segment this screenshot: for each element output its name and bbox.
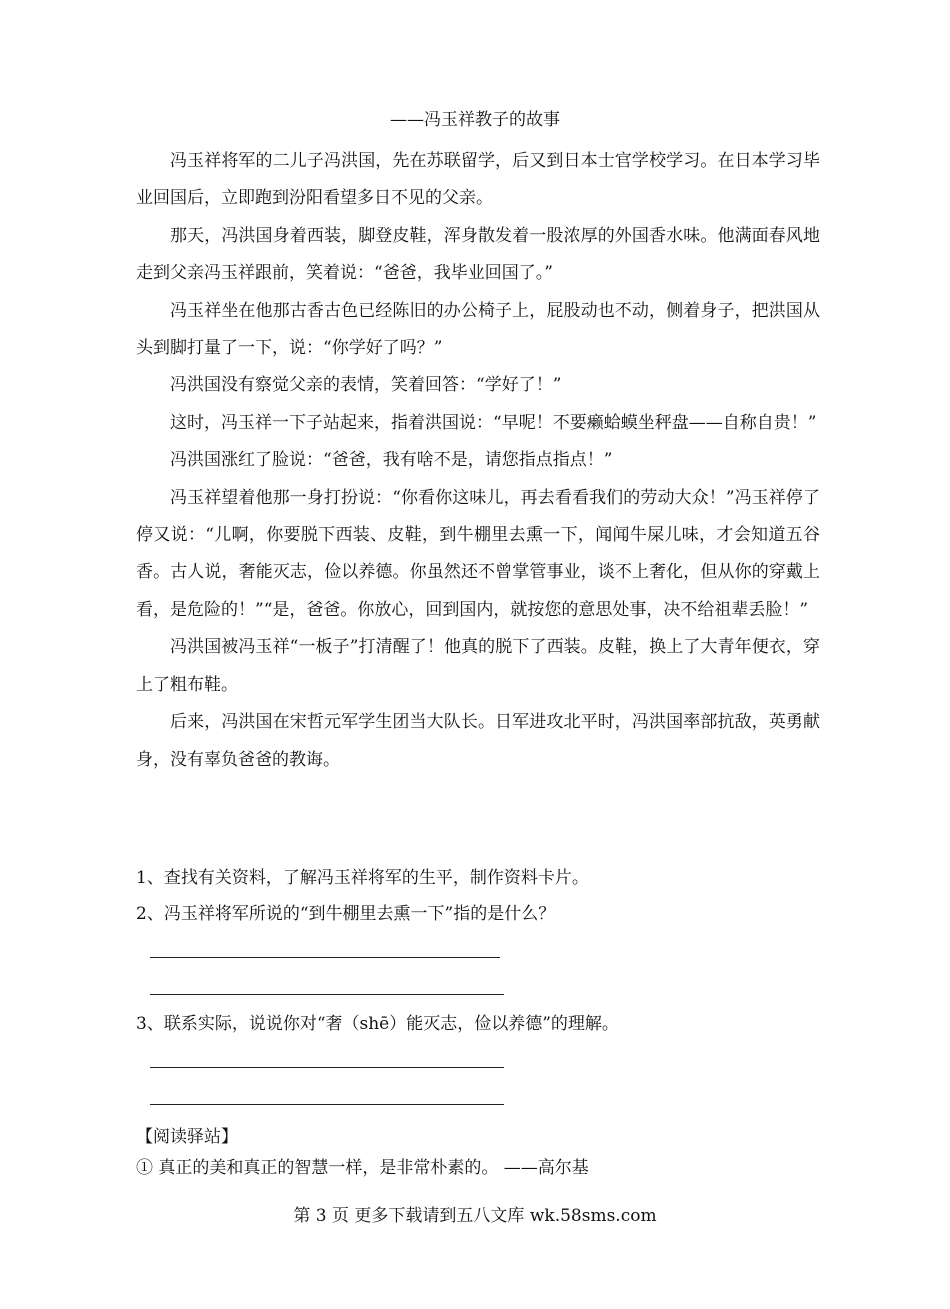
story-paragraph: 冯玉祥坐在他那古香古色已经陈旧的办公椅子上，屁股动也不动，侧着身子，把洪国从头到脚打量了一下，说：“你学好了吗？”: [136, 300, 820, 359]
story-paragraph: 冯洪国涨红了脸说：“爸爸，我有啥不是，请您指点指点！”: [170, 450, 613, 471]
question-2: 2、冯玉祥将军所说的“到牛棚里去熏一下”指的是什么？: [136, 904, 556, 924]
story-paragraph: 这时，冯玉祥一下子站起来，指着洪国说：“早呢！不要癞蛤蟆坐秤盘——自称自贵！”: [170, 412, 817, 433]
story-paragraph: 那天，冯洪国身着西装，脚登皮鞋，浑身散发着一股浓厚的外国香水味。他满面春风地走到父亲冯玉祥跟前，笑着说：“爸爸，我毕业回国了。”: [136, 225, 820, 284]
story-body: [136, 143, 820, 779]
story-paragraph: 冯玉祥望着他那一身打扮说：“你看你这味儿，再去看看我们的劳动大众！”冯玉祥停了停又说：“儿啊，你要脱下西装、皮鞋，到牛棚里去熏一下，闻闻牛屎儿味，才会知道五谷香。古人说，奢能灭志，俭以养德。你虽然还不曾掌管事业，谈不上奢化，但从你的穿戴上看，是危险的！”“是，爸爸。你放心，回到国内，就按您的意思处事，决不给祖辈丢脸！”: [136, 487, 820, 620]
story-paragraph: 冯洪国被冯玉祥“一板子”打清醒了！他真的脱下了西装。皮鞋，换上了大青年便衣，穿上了粗布鞋。: [136, 637, 820, 695]
story-paragraph: 冯玉祥将军的二儿子冯洪国，先在苏联留学，后又到日本士官学校学习。在日本学习毕业回国后，立即跑到汾阳看望多日不见的父亲。: [136, 151, 820, 209]
answer-line-q2-2[interactable]: [150, 994, 504, 995]
story-paragraph: 后来，冯洪国在宋哲元军学生团当大队长。日军进攻北平时，冯洪国率部抗敌，英勇献身，没有辜负爸爸的教诲。: [136, 712, 820, 770]
reading-corner-quote: ① 真正的美和真正的智慧一样，是非常朴素的。 ——高尔基: [136, 1158, 589, 1178]
answer-line-q3-1[interactable]: [150, 1067, 504, 1068]
question-1: 1、查找有关资料，了解冯玉祥将军的生平，制作资料卡片。: [136, 868, 589, 888]
page-footer: 第 3 页 更多下载请到五八文库 wk.58sms.com: [293, 1206, 657, 1226]
reading-corner-heading: 【阅读驿站】: [136, 1127, 238, 1147]
answer-line-q3-2[interactable]: [150, 1104, 504, 1105]
question-3: 3、联系实际，说说你对“奢（shē）能灭志，俭以养德”的理解。: [136, 1014, 619, 1034]
story-subtitle: ——冯玉祥教子的故事: [390, 110, 560, 130]
story-paragraph: 冯洪国没有察觉父亲的表情，笑着回答：“学好了！”: [170, 375, 562, 396]
answer-line-q2-1[interactable]: [150, 957, 500, 958]
